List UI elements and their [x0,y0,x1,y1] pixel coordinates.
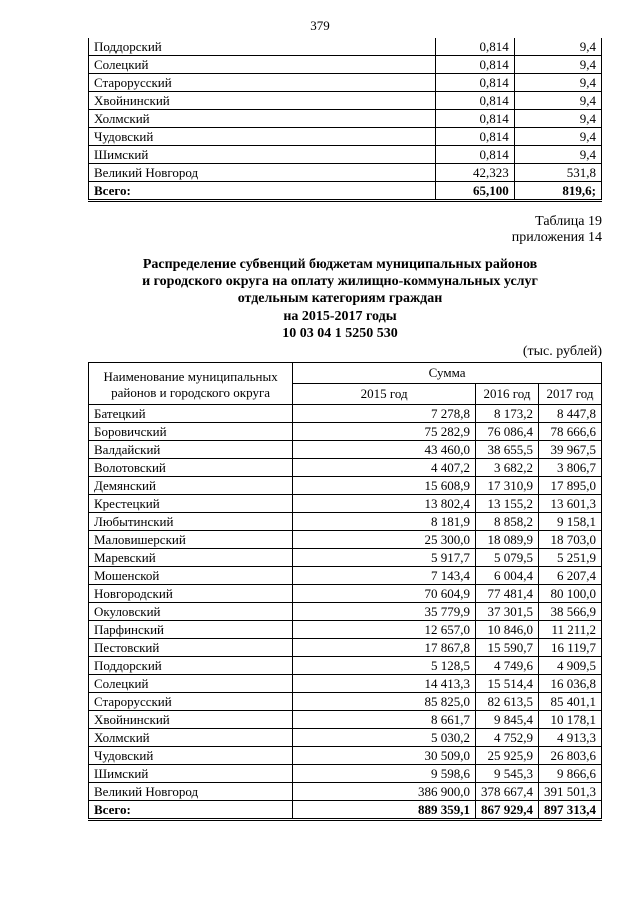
units-label: (тыс. рублей) [522,344,602,359]
district-name: Солецкий [89,675,293,693]
total-label: Всего: [89,801,293,820]
district-name: Хвойнинский [89,711,293,729]
table-row [89,74,602,92]
total-label: Всего: [89,182,436,201]
district-name: Маревский [89,549,293,567]
district-name: Чудовский [89,128,436,146]
column-header-name: Наименование муниципальных районов и городского округа [89,363,293,405]
table-total-row [89,801,602,820]
value-cell: 0,814 [436,38,514,56]
table-caption [512,214,602,246]
table-row [89,639,602,657]
value-2015: 17 867,8 [293,639,476,657]
table-row [89,56,602,74]
value-2017: 4 913,3 [539,729,602,747]
column-header-2015: 2015 год [293,384,476,405]
value-2015: 9 598,6 [293,765,476,783]
value-2017: 13 601,3 [539,495,602,513]
table1-body [89,38,602,201]
value-2016: 82 613,5 [476,693,539,711]
value-2015: 25 300,0 [293,531,476,549]
value-2016: 25 925,9 [476,747,539,765]
appendix-reference: приложения 14 [511,230,602,245]
value-2017: 9 866,6 [539,765,602,783]
district-name: Парфинский [89,621,293,639]
table-total-row [89,182,602,201]
value-2016: 38 655,5 [476,441,539,459]
table-row [89,513,602,531]
value-2015: 35 779,9 [293,603,476,621]
value-2015: 386 900,0 [293,783,476,801]
table-row [89,531,602,549]
district-name: Батецкий [89,405,293,423]
value-2016: 378 667,4 [476,783,539,801]
value-cell: 9,4 [514,146,601,164]
table-row [89,495,602,513]
total-2017: 897 313,4 [539,801,602,820]
district-name: Крестецкий [89,495,293,513]
table-row [89,729,602,747]
district-name: Шимский [89,765,293,783]
value-2017: 80 100,0 [539,585,602,603]
value-cell: 9,4 [514,92,601,110]
value-2016: 17 310,9 [476,477,539,495]
value-2016: 77 481,4 [476,585,539,603]
value-cell: 0,814 [436,146,514,164]
value-cell: 0,814 [436,56,514,74]
district-name: Демянский [89,477,293,495]
table-row [89,146,602,164]
district-name: Новгородский [89,585,293,603]
table-row [89,405,602,423]
value-2017: 4 909,5 [539,657,602,675]
district-name: Чудовский [89,747,293,765]
district-name: Пестовский [89,639,293,657]
value-2016: 18 089,9 [476,531,539,549]
value-2016: 3 682,2 [476,459,539,477]
district-name: Великий Новгород [89,783,293,801]
table-row [89,549,602,567]
value-cell: 9,4 [514,110,601,128]
value-2017: 9 158,1 [539,513,602,531]
district-name: Холмский [89,110,436,128]
district-name: Мошенской [89,567,293,585]
value-2017: 391 501,3 [539,783,602,801]
subventions-table-body [89,363,602,820]
district-name: Поддорский [89,38,436,56]
value-2017: 5 251,9 [539,549,602,567]
value-2015: 30 509,0 [293,747,476,765]
value-2015: 5 917,7 [293,549,476,567]
value-2015: 14 413,3 [293,675,476,693]
value-2016: 37 301,5 [476,603,539,621]
table-row [89,783,602,801]
table-row [89,459,602,477]
table-row [89,38,602,56]
title-line: отдельным категориям граждан [237,291,443,307]
title-line: и городского округа на оплату жилищно-коммунальных услуг [142,274,538,290]
district-name: Окуловский [89,603,293,621]
column-header-sum: Сумма [293,363,602,384]
column-header-2017: 2017 год [539,384,602,405]
table-row [89,441,602,459]
value-cell: 9,4 [514,56,601,74]
total-2015: 889 359,1 [293,801,476,820]
value-2017: 10 178,1 [539,711,602,729]
table-row [89,603,602,621]
value-cell: 0,814 [436,74,514,92]
total-value: 819,6; [514,182,601,201]
district-name: Старорусский [89,74,436,92]
value-2015: 85 825,0 [293,693,476,711]
district-name: Хвойнинский [89,92,436,110]
title-line: на 2015-2017 годы [283,308,397,324]
table-row [89,711,602,729]
table-row [89,675,602,693]
value-2017: 11 211,2 [539,621,602,639]
value-2015: 13 802,4 [293,495,476,513]
table-row [89,128,602,146]
total-2016: 867 929,4 [476,801,539,820]
value-cell: 42,323 [436,164,514,182]
table-row [89,765,602,783]
page-number: 379 [310,18,330,33]
column-header-2016: 2016 год [476,384,539,405]
table-row [89,621,602,639]
value-2017: 18 703,0 [539,531,602,549]
table-previous-continuation [88,38,602,202]
table-row [89,747,602,765]
value-2015: 5 128,5 [293,657,476,675]
table-row [89,657,602,675]
value-2016: 13 155,2 [476,495,539,513]
title-line: Распределение субвенций бюджетам муниципальных районов [142,257,538,272]
value-2017: 8 447,8 [539,405,602,423]
table-row [89,585,602,603]
table-row [89,164,602,182]
district-name: Валдайский [89,441,293,459]
value-2016: 9 545,3 [476,765,539,783]
value-2015: 7 278,8 [293,405,476,423]
value-2015: 12 657,0 [293,621,476,639]
table-header-row [89,363,602,384]
value-2015: 43 460,0 [293,441,476,459]
value-2016: 5 079,5 [476,549,539,567]
value-2015: 15 608,9 [293,477,476,495]
district-name: Маловишерский [89,531,293,549]
value-cell: 0,814 [436,128,514,146]
value-2015: 8 661,7 [293,711,476,729]
value-2017: 16 119,7 [539,639,602,657]
district-name: Шимский [89,146,436,164]
table-row [89,693,602,711]
value-cell: 9,4 [514,38,601,56]
value-2016: 8 858,2 [476,513,539,531]
table-row [89,110,602,128]
table-row [89,423,602,441]
value-2016: 9 845,4 [476,711,539,729]
value-2016: 8 173,2 [476,405,539,423]
value-2015: 5 030,2 [293,729,476,747]
value-cell: 9,4 [514,74,601,92]
district-name: Волотовский [89,459,293,477]
district-name: Старорусский [89,693,293,711]
table-number: Таблица 19 [535,214,602,229]
value-2017: 6 207,4 [539,567,602,585]
district-name: Поддорский [89,657,293,675]
budget-code: 10 03 04 1 5250 530 [282,325,398,341]
value-2015: 75 282,9 [293,423,476,441]
total-value: 65,100 [436,182,514,201]
value-2017: 38 566,9 [539,603,602,621]
value-2017: 85 401,1 [539,693,602,711]
value-2015: 70 604,9 [293,585,476,603]
value-2016: 15 590,7 [476,639,539,657]
value-2015: 4 407,2 [293,459,476,477]
value-cell: 0,814 [436,92,514,110]
value-2016: 76 086,4 [476,423,539,441]
value-2017: 3 806,7 [539,459,602,477]
value-2017: 17 895,0 [539,477,602,495]
district-name: Холмский [89,729,293,747]
value-cell: 531,8 [514,164,601,182]
value-cell: 9,4 [514,128,601,146]
document-title [80,256,600,342]
value-2017: 16 036,8 [539,675,602,693]
district-name: Любытинский [89,513,293,531]
table-row [89,92,602,110]
district-name: Великий Новгород [89,164,436,182]
value-2016: 4 752,9 [476,729,539,747]
table-row [89,477,602,495]
value-cell: 0,814 [436,110,514,128]
value-2017: 78 666,6 [539,423,602,441]
subventions-table [88,362,602,821]
value-2016: 15 514,4 [476,675,539,693]
value-2016: 6 004,4 [476,567,539,585]
value-2015: 8 181,9 [293,513,476,531]
district-name: Солецкий [89,56,436,74]
value-2017: 39 967,5 [539,441,602,459]
district-name: Боровичский [89,423,293,441]
table-row [89,567,602,585]
value-2015: 7 143,4 [293,567,476,585]
value-2017: 26 803,6 [539,747,602,765]
value-2016: 4 749,6 [476,657,539,675]
value-2016: 10 846,0 [476,621,539,639]
